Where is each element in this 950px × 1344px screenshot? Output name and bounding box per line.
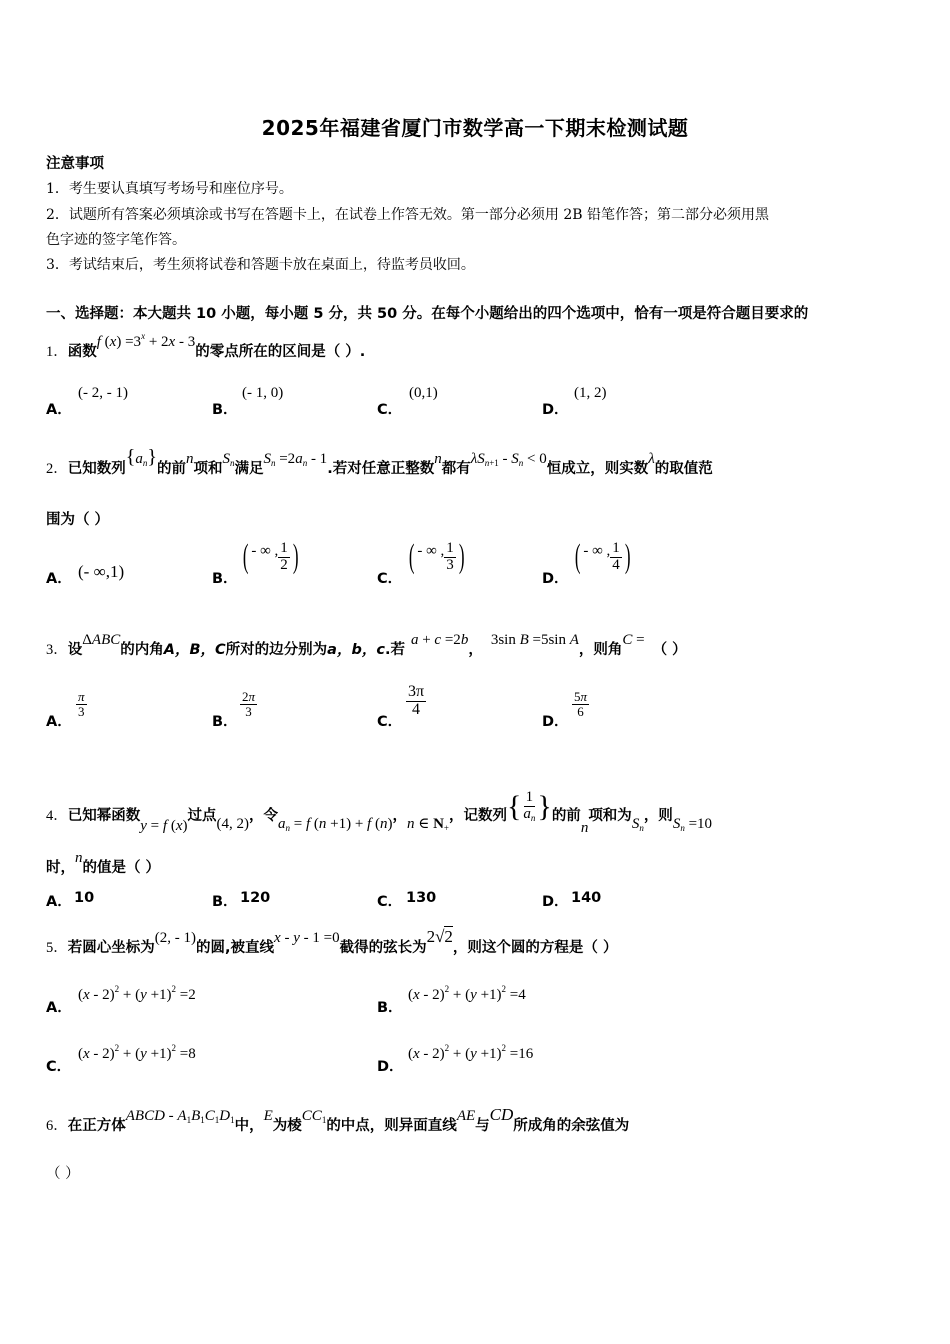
q1-option-d-label: D．	[542, 402, 569, 418]
q2-text: 满足	[234, 461, 264, 477]
q5-text: 截得的弦长为	[339, 940, 427, 956]
q1-option-a-value: (- 2, - 1)	[78, 385, 128, 401]
q1-option-b-label: B．	[212, 402, 238, 418]
q5-option-a-label: A．	[46, 1000, 72, 1016]
q5-option-c-value: $(x - 2)^2 + (y +1)^2 =8$	[78, 1043, 196, 1062]
question-5	[46, 927, 618, 957]
q3-text: ，	[468, 642, 483, 658]
q2-text: 的前	[156, 461, 186, 477]
q3-option-d-label: D．	[542, 714, 569, 730]
question-number: 1．	[46, 344, 68, 360]
q3-angles: A，B，C	[163, 642, 226, 658]
question-3	[46, 632, 687, 659]
q4-option-b-value: 120	[240, 890, 271, 906]
q4-sn: $S_n$	[631, 816, 644, 833]
q6-ae: AE	[456, 1108, 476, 1124]
q5-option-a-rhs: =2	[179, 987, 196, 1003]
q3-option-a-label: A．	[46, 714, 72, 730]
q6-text: 所成角的余弦值为	[513, 1118, 630, 1134]
q2-option-a-label: A．	[46, 571, 72, 587]
q5-option-d-value: $(x - 2)^2 + (y +1)^2 =16$	[408, 1043, 534, 1062]
notice-item-2a: 2．试题所有答案必须填涂或书写在答题卡上，在试卷上作答无效。第一部分必须用 2B 铅笔作答；第二部分必须用黑	[46, 207, 769, 223]
q6-cd: CD	[489, 1105, 514, 1124]
q3-option-c-label: C．	[377, 714, 403, 730]
q1-text-pre: 函数	[67, 344, 97, 360]
q5-text: 若圆心坐标为	[67, 940, 155, 956]
q3-text: .若	[384, 642, 405, 658]
q2-sn: $S_n$	[222, 451, 235, 468]
q4-option-a-value: 10	[74, 890, 95, 906]
q3-option-a-value: $\frac{\pi}{3}$	[78, 689, 85, 719]
q3-sides: a，b，c	[327, 642, 385, 658]
q4-point: (4, 2)	[216, 816, 249, 832]
q4-n: n	[580, 820, 589, 836]
question-number: 5．	[46, 940, 68, 956]
q6-line2: （ ）	[46, 1166, 80, 1182]
q5-text: 的圆,被直线	[196, 940, 275, 956]
question-1	[46, 331, 366, 361]
q2-option-c-value: ( - ∞ , $\frac{1}{3}$ )	[408, 538, 465, 575]
q3-option-b-label: B．	[212, 714, 238, 730]
q1-option-a-label: A．	[46, 402, 72, 418]
notice-item-1: 1．考生要认真填写考场号和座位序号。	[46, 181, 293, 197]
q4-text: 的前	[551, 808, 581, 824]
section-heading: 一、选择题：本大题共 10 小题，每小题 5 分，共 50 分。在每个小题给出的四个选项中，恰有一项是符合题目要求的	[46, 306, 809, 322]
q1-formula: f $(x) =3^x + 2x - 3$	[96, 331, 196, 350]
q5-center: (2, - 1)	[154, 930, 196, 946]
q5-option-b-rhs: =4	[509, 987, 526, 1003]
q5-option-c-label: C．	[46, 1059, 72, 1075]
q6-edge: $CC_1$	[301, 1108, 327, 1125]
q4-option-d-value: 140	[571, 890, 602, 906]
q4-n: n	[75, 850, 83, 866]
q5-option-d-label: D．	[377, 1059, 404, 1075]
q5-chord: 2√2	[426, 927, 453, 946]
q6-e: E	[263, 1108, 273, 1124]
q2-text: 都有	[441, 461, 471, 477]
q3-text: ，则角	[578, 642, 623, 658]
q4-text: ，则	[643, 808, 673, 824]
question-number: 3．	[46, 642, 68, 658]
q4-text: ，	[392, 808, 407, 824]
q4-option-d-label: D．	[542, 894, 569, 910]
q2-line2: 围为（ ）	[46, 512, 110, 528]
q1-option-d-value: (1, 2)	[574, 385, 607, 401]
q5-option-a-value: $(x - 2)^2 + (y +1)^2 =2$	[78, 984, 196, 1003]
q3-option-c-value: $\frac{3\pi}{4}$	[408, 683, 425, 718]
notice-heading: 注意事项	[46, 156, 104, 172]
question-number: 2．	[46, 461, 68, 477]
question-number: 6．	[46, 1118, 68, 1134]
q3-option-d-value: $\frac{5\pi}{6}$	[574, 689, 588, 719]
q2-text: 恒成立，则实数	[546, 461, 649, 477]
notice-item-3: 3．考试结束后，考生须将试卷和答题卡放在桌面上，待监考员收回。	[46, 257, 475, 273]
q2-option-a-value: (- ∞,1)	[78, 562, 125, 581]
q2-option-b-label: B．	[212, 571, 238, 587]
q4-text: ，记数列	[449, 808, 507, 824]
q6-text: 与	[475, 1118, 490, 1134]
q5-option-b-value: $(x - 2)^2 + (y +1)^2 =4$	[408, 984, 526, 1003]
q5-option-c-rhs: =8	[179, 1046, 196, 1062]
q3-eq2: 3sin B =5sin A	[490, 632, 579, 648]
q2-lambda: λ	[648, 451, 655, 467]
q2-condition: $S_n =2a_n - 1$	[263, 451, 328, 468]
q4-option-a-label: A．	[46, 894, 72, 910]
q6-text: 中，	[234, 1118, 264, 1134]
q6-text: 为棱	[272, 1118, 302, 1134]
question-2	[46, 446, 713, 479]
q6-cube: ABCD - $A_1B_1C_1D_1$	[125, 1108, 235, 1125]
q2-n: n	[434, 451, 442, 467]
q4-text: 的值是（ ）	[82, 860, 161, 876]
q5-option-b-label: B．	[377, 1000, 403, 1016]
q4-an: $a_n = f$ (n +1) + f (n)	[277, 816, 393, 833]
q5-line: x - y - 1 =0	[274, 930, 340, 946]
q3-text: 所对的边分别为	[225, 642, 328, 658]
q4-func: y = f (x)	[140, 818, 188, 834]
q4-domain: n ∈ $N_+$	[406, 816, 449, 833]
q4-seq: { $\frac{1}{a_n}$ }	[507, 788, 552, 823]
q3-text: （ ）	[652, 642, 687, 658]
q3-c: C =	[622, 632, 645, 648]
q2-text: 项和	[193, 461, 223, 477]
q4-option-c-value: 130	[406, 890, 437, 906]
q4-text: 项和为	[588, 808, 632, 824]
q2-option-d-label: D．	[542, 571, 569, 587]
q3-text: 设	[67, 642, 83, 658]
q2-text: 的取值范	[654, 461, 713, 477]
q4-option-b-label: B．	[212, 894, 238, 910]
q2-text: 已知数列	[67, 461, 126, 477]
q2-option-b-value: ( - ∞ , $\frac{1}{2}$ )	[242, 538, 299, 575]
q3-eq1: a + c =2b	[410, 632, 469, 648]
q1-option-c-value: (0,1)	[409, 385, 438, 401]
q5-option-d-rhs: =16	[509, 1046, 534, 1062]
q2-seq: $\{a_n\}$	[125, 446, 157, 468]
q4-sn-eq: $S_n =10$	[672, 816, 713, 833]
exam-title: 2025年福建省厦门市数学高一下期末检测试题	[261, 116, 689, 140]
q3-option-b-value: $\frac{2\pi}{3}$	[242, 689, 256, 719]
q2-text: .若对任意正整数	[327, 461, 435, 477]
question-number: 4．	[46, 808, 68, 824]
question-4	[46, 788, 713, 836]
q6-text: 在正方体	[67, 1118, 126, 1134]
q1-text-post: 的零点所在的区间是（ ）.	[195, 344, 366, 360]
q4-text: ，令	[248, 808, 278, 824]
q3-text: 的内角	[120, 642, 164, 658]
q2-option-d-value: ( - ∞ , $\frac{1}{4}$ )	[574, 538, 631, 575]
q6-text: 的中点，则异面直线	[326, 1118, 457, 1134]
q4-text: 时，	[46, 860, 75, 876]
q4-text: 过点	[187, 808, 217, 824]
q4-option-c-label: C．	[377, 894, 403, 910]
q4-line2	[46, 850, 161, 877]
q1-option-c-label: C．	[377, 402, 403, 418]
q1-option-b-value: (- 1, 0)	[242, 385, 284, 401]
notice-item-2b: 色字迹的签字笔作答。	[46, 232, 186, 248]
q2-option-c-label: C．	[377, 571, 403, 587]
q2-inequality: $\lambda S_{n+1} - S_n < 0$	[470, 451, 547, 468]
question-6	[46, 1105, 630, 1135]
q2-n: n	[185, 451, 194, 467]
q5-text: ，则这个圆的方程是（ ）	[452, 940, 618, 956]
q3-triangle: ΔABC	[82, 632, 121, 648]
q4-text: 已知幂函数	[67, 808, 141, 824]
